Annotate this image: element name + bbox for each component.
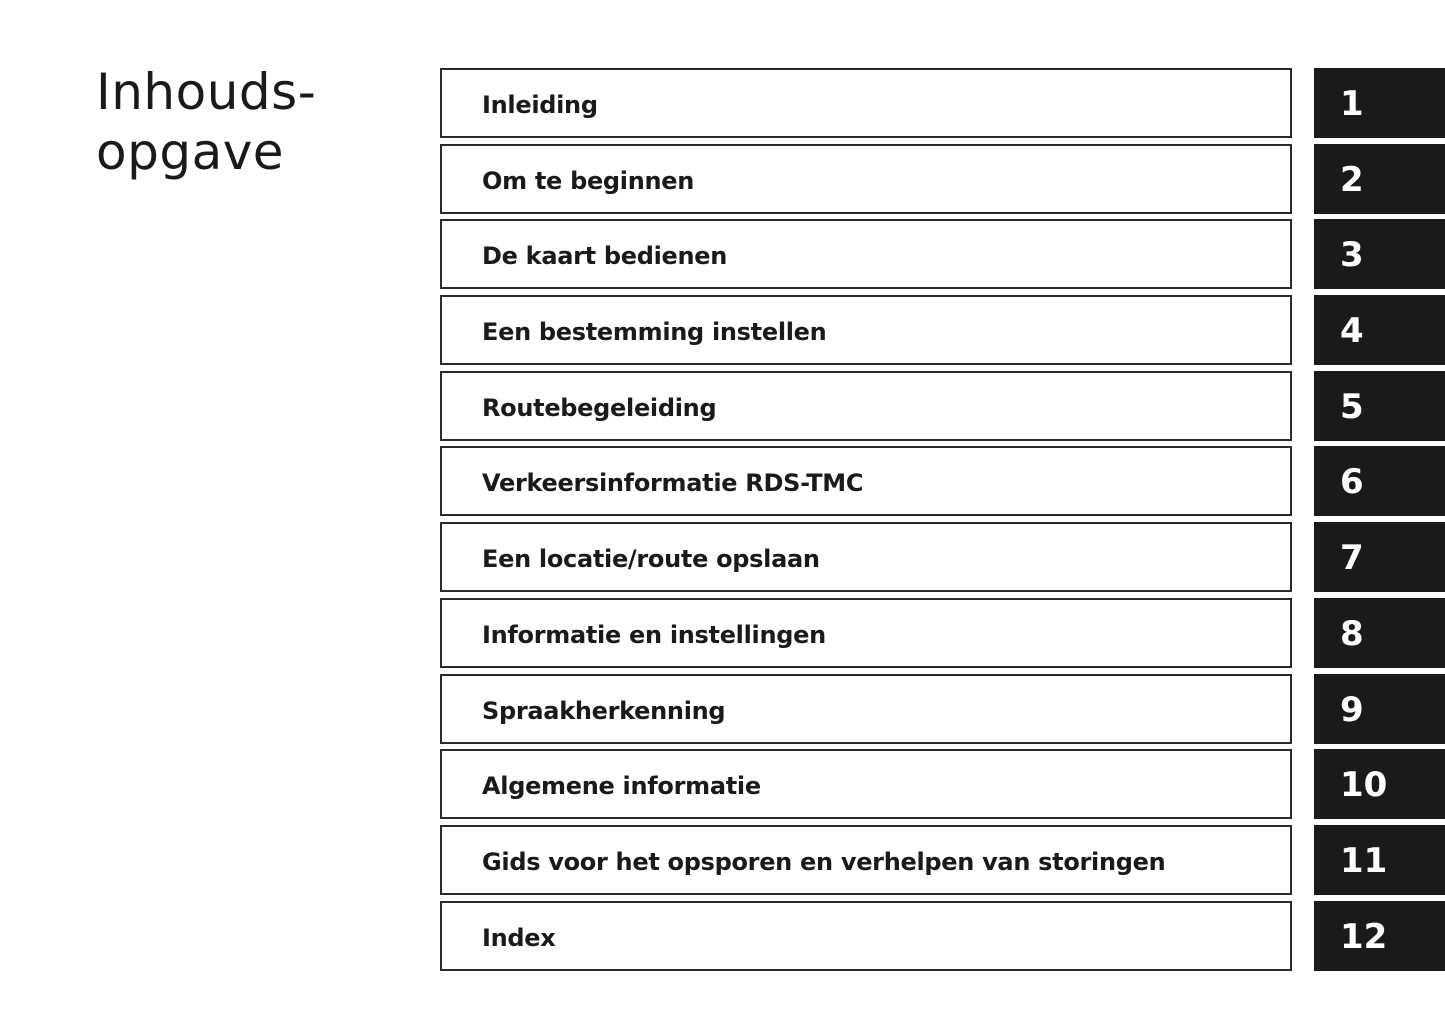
chapter-number: 6: [1340, 462, 1364, 503]
toc-entry-label: Gids voor het opsporen en verhelpen van storingen: [482, 847, 1166, 876]
toc-row-4: [440, 295, 1445, 366]
chapter-tab-12[interactable]: [1314, 901, 1445, 971]
toc-row-8: [440, 598, 1445, 669]
toc-entry-label: Index: [482, 923, 556, 952]
table-of-contents: [440, 68, 1445, 976]
chapter-number: 1: [1340, 84, 1364, 124]
toc-entry-een-locatie-route-opslaan[interactable]: [440, 522, 1292, 592]
chapter-tab-11[interactable]: [1314, 825, 1445, 895]
toc-row-3: [440, 219, 1445, 290]
chapter-tab-6[interactable]: [1314, 446, 1445, 516]
chapter-number: 9: [1340, 689, 1364, 730]
chapter-number: 4: [1340, 311, 1364, 352]
toc-entry-label: De kaart bedienen: [482, 242, 728, 271]
toc-entry-spraakherkenning[interactable]: [440, 674, 1292, 744]
toc-entry-de-kaart-bedienen[interactable]: [440, 219, 1292, 289]
toc-row-7: [440, 522, 1445, 593]
page-title-line-2: opgave: [96, 123, 285, 181]
toc-row-2: [440, 144, 1445, 215]
chapter-tab-3[interactable]: [1314, 219, 1445, 289]
toc-entry-inleiding[interactable]: [440, 68, 1292, 138]
chapter-number: 10: [1340, 765, 1388, 806]
toc-entry-label: Spraakherkenning: [482, 696, 726, 725]
toc-row-1: [440, 68, 1445, 139]
chapter-tab-2[interactable]: [1314, 144, 1445, 214]
toc-entry-label: Algemene informatie: [482, 772, 761, 801]
chapter-number: 2: [1340, 159, 1364, 200]
toc-entry-index[interactable]: [440, 901, 1292, 971]
toc-entry-algemene-informatie[interactable]: [440, 749, 1292, 819]
chapter-tab-8[interactable]: [1314, 598, 1445, 668]
toc-entry-informatie-en-instellingen[interactable]: [440, 598, 1292, 668]
chapter-number: 11: [1340, 840, 1388, 881]
toc-entry-om-te-beginnen[interactable]: [440, 144, 1292, 214]
toc-entry-label: Verkeersinformatie RDS-TMC: [482, 469, 864, 498]
chapter-number: 5: [1340, 386, 1364, 427]
toc-entry-label: Informatie en instellingen: [482, 620, 826, 649]
toc-entry-een-bestemming-instellen[interactable]: [440, 295, 1292, 365]
chapter-number: 12: [1340, 916, 1388, 957]
toc-entry-label: Routebegeleiding: [482, 393, 717, 422]
chapter-number: 3: [1340, 235, 1364, 276]
toc-row-12: [440, 901, 1445, 972]
toc-row-9: [440, 674, 1445, 745]
toc-entry-gids-storingen[interactable]: [440, 825, 1292, 895]
toc-entry-label: Een locatie/route opslaan: [482, 545, 820, 574]
page-title: [96, 62, 316, 182]
toc-row-11: [440, 825, 1445, 896]
toc-entry-verkeersinformatie-rds-tmc[interactable]: [440, 446, 1292, 516]
chapter-tab-7[interactable]: [1314, 522, 1445, 592]
chapter-number: 7: [1340, 538, 1364, 579]
chapter-tab-1[interactable]: [1314, 68, 1445, 138]
chapter-tab-9[interactable]: [1314, 674, 1445, 744]
toc-entry-label: Een bestemming instellen: [482, 318, 827, 347]
page-title-line-1: Inhouds-: [96, 63, 317, 121]
toc-entry-label: Om te beginnen: [482, 166, 695, 195]
chapter-tab-10[interactable]: [1314, 749, 1445, 819]
toc-entry-label: Inleiding: [482, 91, 598, 119]
toc-row-10: [440, 749, 1445, 820]
chapter-tab-5[interactable]: [1314, 371, 1445, 441]
toc-row-6: [440, 446, 1445, 517]
chapter-number: 8: [1340, 613, 1364, 654]
chapter-tab-4[interactable]: [1314, 295, 1445, 365]
toc-row-5: [440, 371, 1445, 442]
toc-entry-routebegeleiding[interactable]: [440, 371, 1292, 441]
